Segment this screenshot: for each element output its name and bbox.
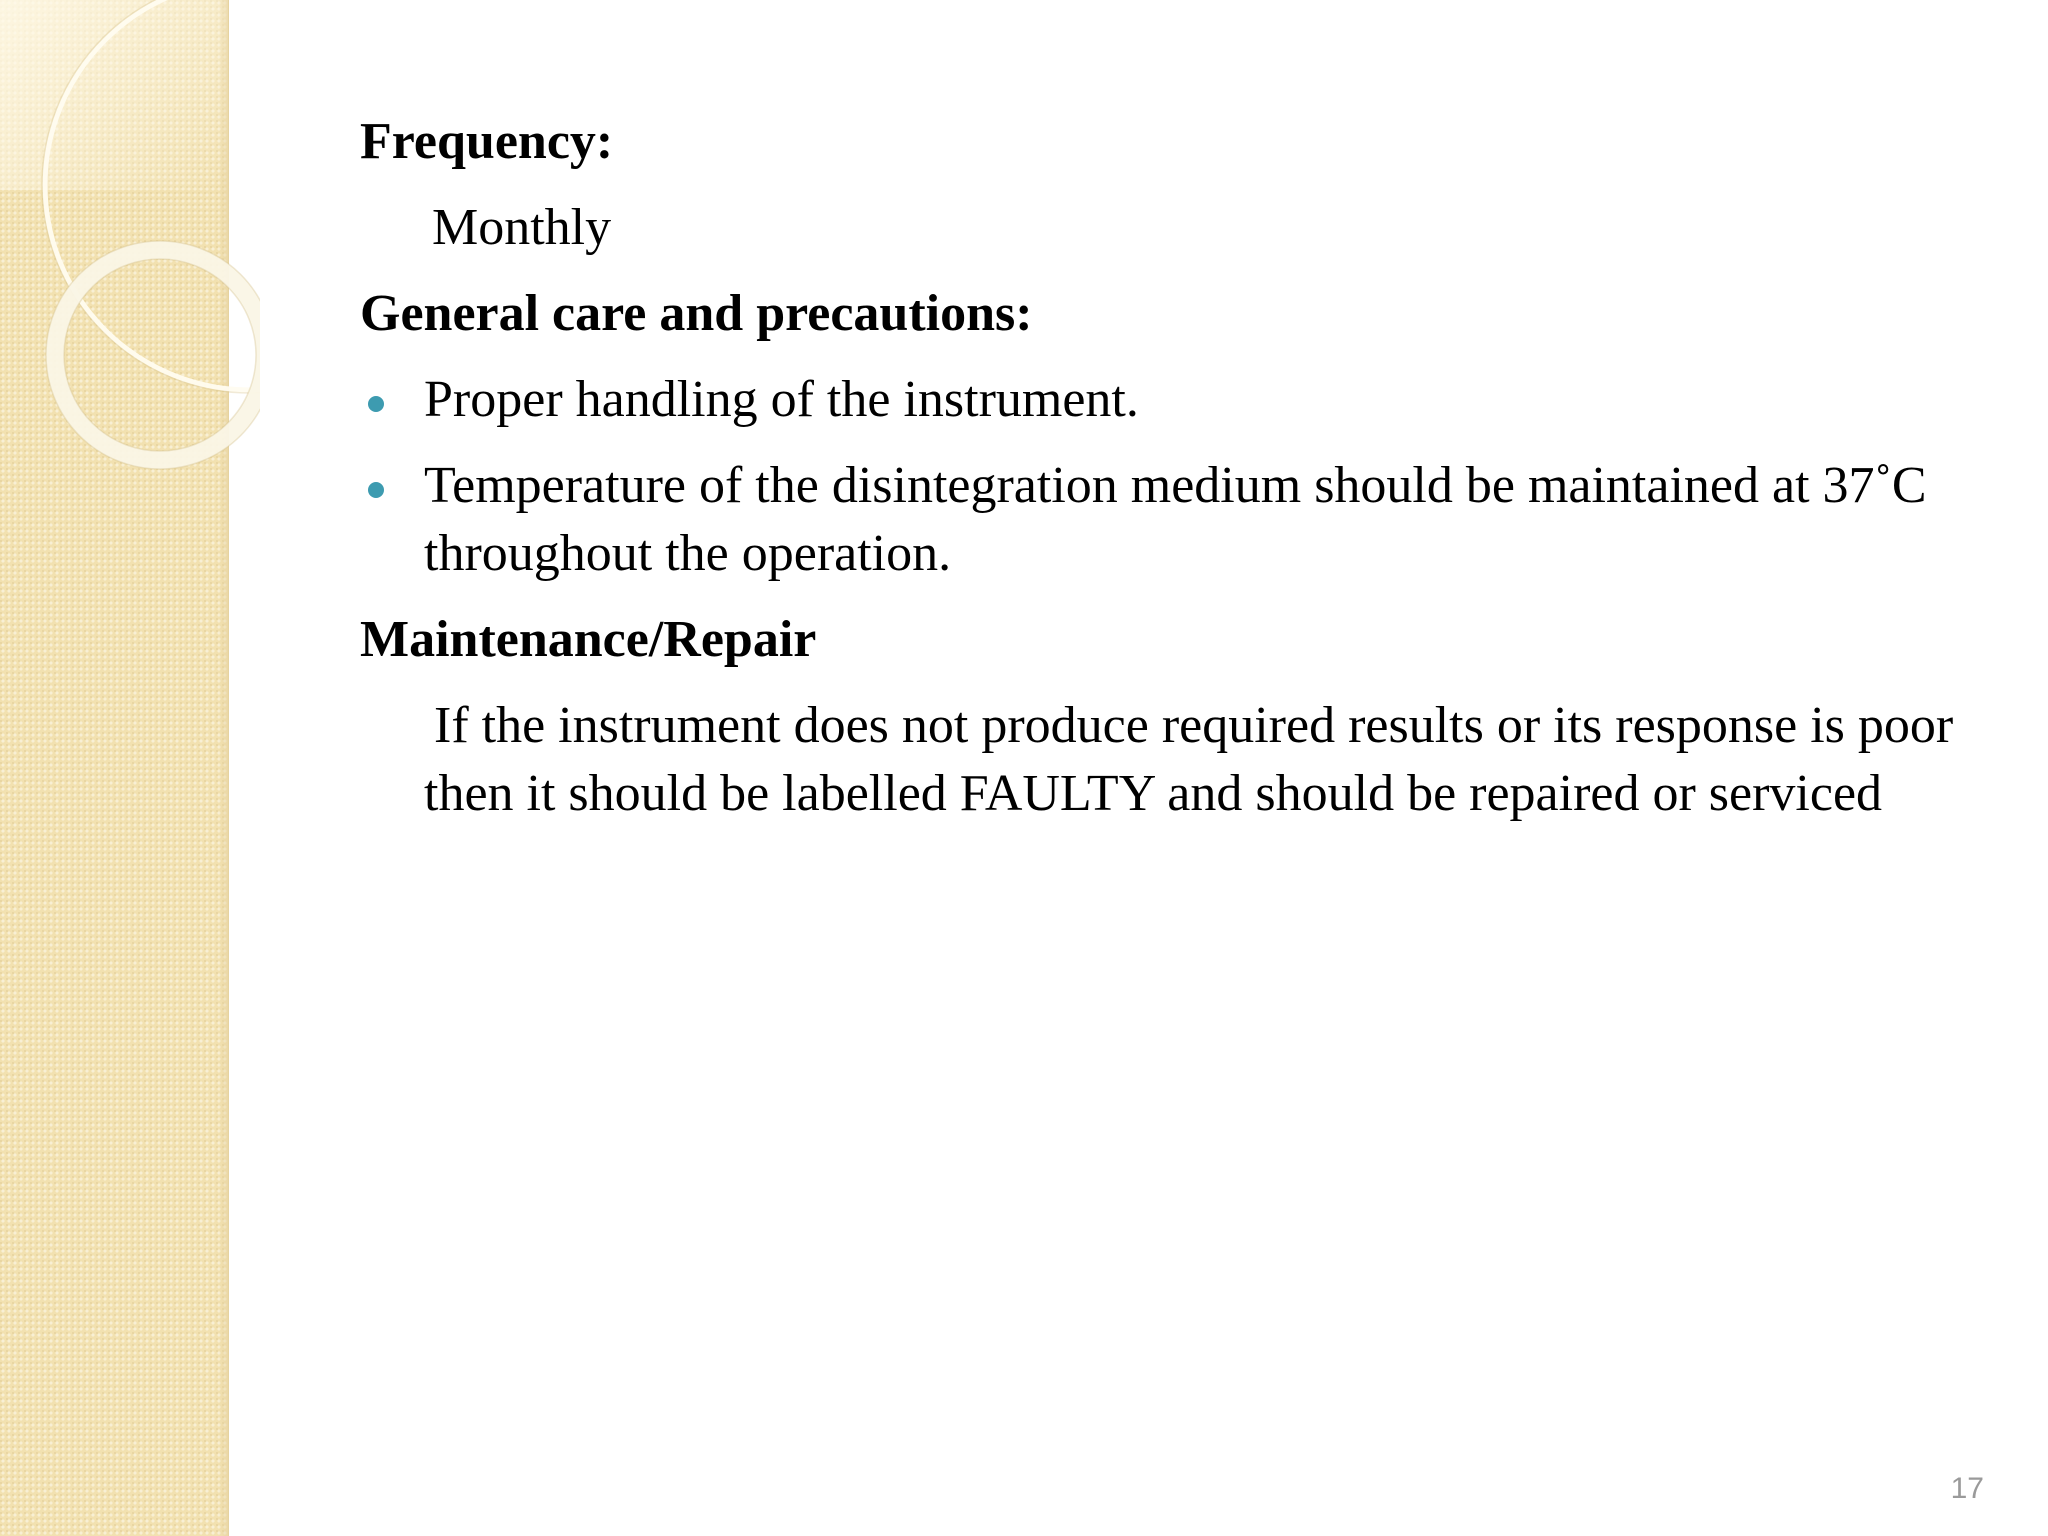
care-bullet-text: Temperature of the disintegration medium should be maintained at 37˚C throughout the operation. (424, 457, 1927, 582)
decorative-rings (0, 0, 260, 520)
care-bullet-item (360, 452, 1980, 588)
care-bullet-item (360, 366, 1980, 434)
maintenance-text: If the instrument does not produce required results or its response is poor then it should be labelled FAULTY and should be repaired or serviced (424, 697, 1954, 822)
care-heading: General care and precautions: (360, 285, 1033, 342)
page-number: 17 (1950, 1472, 1984, 1505)
frequency-heading: Frequency: (360, 113, 614, 170)
frequency-value: Monthly (432, 199, 612, 256)
bullet-dot-icon (368, 482, 384, 498)
slide-content (360, 108, 1980, 828)
care-bullet-text: Proper handling of the instrument. (424, 371, 1139, 428)
care-bullet-list (360, 366, 1980, 588)
bullet-dot-icon (368, 396, 384, 412)
maintenance-heading: Maintenance/Repair (360, 611, 817, 668)
